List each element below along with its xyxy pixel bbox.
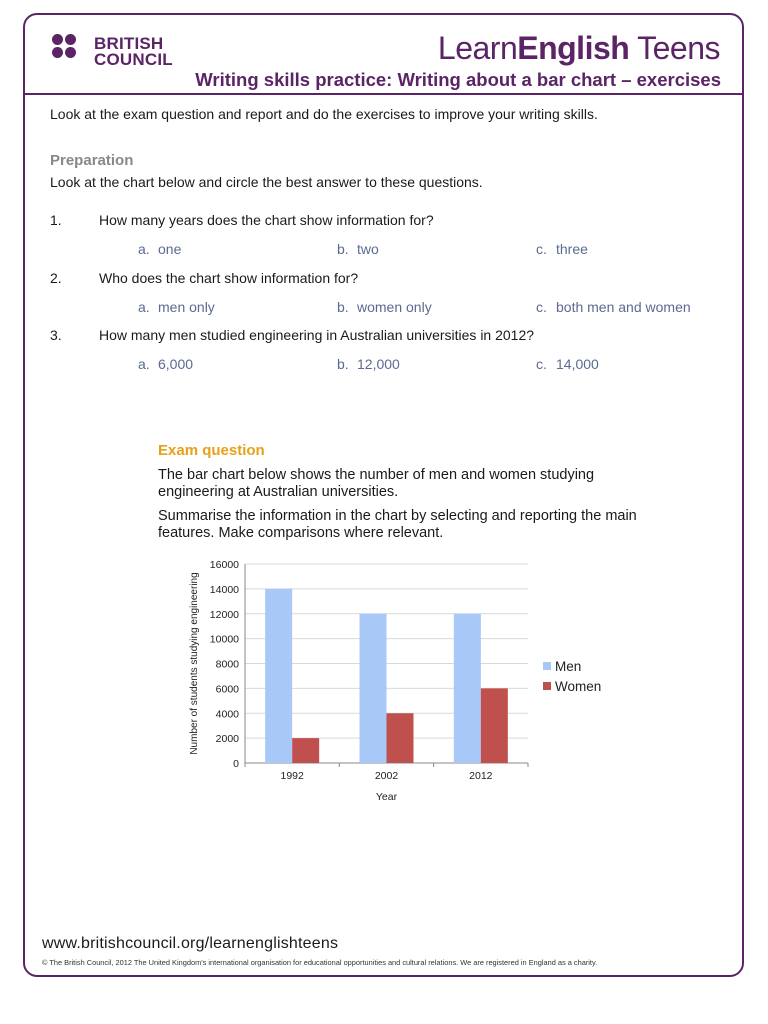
legend-swatch xyxy=(543,662,551,670)
answer-option[interactable] xyxy=(337,241,379,257)
y-tick-label: 14000 xyxy=(209,583,239,596)
legend-label: Men xyxy=(555,659,582,674)
legend-label: Women xyxy=(555,679,602,694)
option-letter: b. xyxy=(337,299,349,315)
bar-men xyxy=(454,614,481,763)
x-tick-label: 2002 xyxy=(374,770,399,782)
x-tick-label: 2012 xyxy=(469,770,493,782)
question-text: How many men studied engineering in Australian universities in 2012? xyxy=(99,327,535,343)
x-tick-label: 1992 xyxy=(280,770,304,782)
brand-english: English xyxy=(517,30,630,66)
footer-url[interactable]: www.britishcouncil.org/learnenglishteens xyxy=(42,935,339,952)
option-letter: c. xyxy=(536,241,547,257)
legend-swatch xyxy=(543,682,551,690)
option-letter: a. xyxy=(138,241,150,257)
answer-option[interactable] xyxy=(536,299,691,315)
option-letter: c. xyxy=(536,299,547,315)
bar-women xyxy=(292,738,319,763)
preparation-heading: Preparation xyxy=(50,152,134,169)
bar-women xyxy=(387,713,414,763)
option-text: both men and women xyxy=(556,299,691,315)
y-tick-label: 8000 xyxy=(215,658,239,671)
preparation-instruction: Look at the chart below and circle the best answer to these questions. xyxy=(50,174,483,190)
option-letter: a. xyxy=(138,299,150,315)
y-tick-label: 4000 xyxy=(215,708,239,721)
title-divider xyxy=(25,93,744,95)
y-axis-label: Number of students studying engineering xyxy=(189,572,200,755)
question-number: 1. xyxy=(50,212,62,228)
option-text: two xyxy=(357,241,379,257)
answer-option[interactable] xyxy=(138,241,181,257)
bar-chart xyxy=(150,550,630,812)
learnenglish-teens-logo xyxy=(438,30,720,67)
question-number: 2. xyxy=(50,270,62,286)
footer-copyright: © The British Council, 2012 The United Kingdom's international organisation for educational opportunities and cultural relations. We are registered in England as a charity. xyxy=(42,958,598,967)
question-number: 3. xyxy=(50,327,62,343)
option-letter: c. xyxy=(536,356,547,372)
exam-paragraph: The bar chart below shows the number of men and women studying engineering at Australian universities. xyxy=(158,467,595,500)
option-letter: b. xyxy=(337,356,349,372)
option-text: one xyxy=(158,241,182,257)
british-council-dots-icon xyxy=(52,34,88,70)
exam-paragraph: Summarise the information in the chart by selecting and reporting the main features. Make comparisons where relevant. xyxy=(158,508,637,541)
y-tick-label: 6000 xyxy=(215,683,239,696)
answer-option[interactable] xyxy=(337,299,432,315)
answer-option[interactable] xyxy=(138,299,215,315)
y-tick-label: 16000 xyxy=(209,559,239,571)
brand-learn: Learn xyxy=(437,30,518,66)
option-letter: a. xyxy=(138,356,150,372)
bar-men xyxy=(360,614,387,763)
y-tick-label: 10000 xyxy=(209,633,239,646)
y-tick-label: 12000 xyxy=(209,608,239,621)
document-title: Writing skills practice: Writing about a bar chart – exercises xyxy=(195,69,721,90)
option-text: women only xyxy=(357,299,432,315)
bc-line2: COUNCIL xyxy=(94,50,173,69)
option-text: 12,000 xyxy=(357,356,400,372)
answer-option[interactable] xyxy=(138,356,193,372)
brand-teens: Teens xyxy=(637,30,720,66)
bar-women xyxy=(481,688,508,763)
exam-question-heading: Exam question xyxy=(158,442,265,459)
intro-text: Look at the exam question and report and do the exercises to improve your writing skills. xyxy=(50,106,598,122)
y-tick-label: 0 xyxy=(233,758,239,770)
option-letter: b. xyxy=(337,241,349,257)
british-council-logo xyxy=(52,34,173,70)
question-text: Who does the chart show information for? xyxy=(99,270,359,286)
option-text: 14,000 xyxy=(556,356,599,372)
question-text: How many years does the chart show information for? xyxy=(99,212,434,228)
answer-option[interactable] xyxy=(536,241,588,257)
bc-line1: BRITISH xyxy=(94,34,164,53)
option-text: men only xyxy=(158,299,215,315)
answer-option[interactable] xyxy=(337,356,400,372)
option-text: 6,000 xyxy=(158,356,194,372)
option-text: three xyxy=(556,241,588,257)
x-axis-label: Year xyxy=(375,791,398,803)
y-tick-label: 2000 xyxy=(215,733,239,746)
bar-men xyxy=(265,589,292,763)
answer-option[interactable] xyxy=(536,356,599,372)
